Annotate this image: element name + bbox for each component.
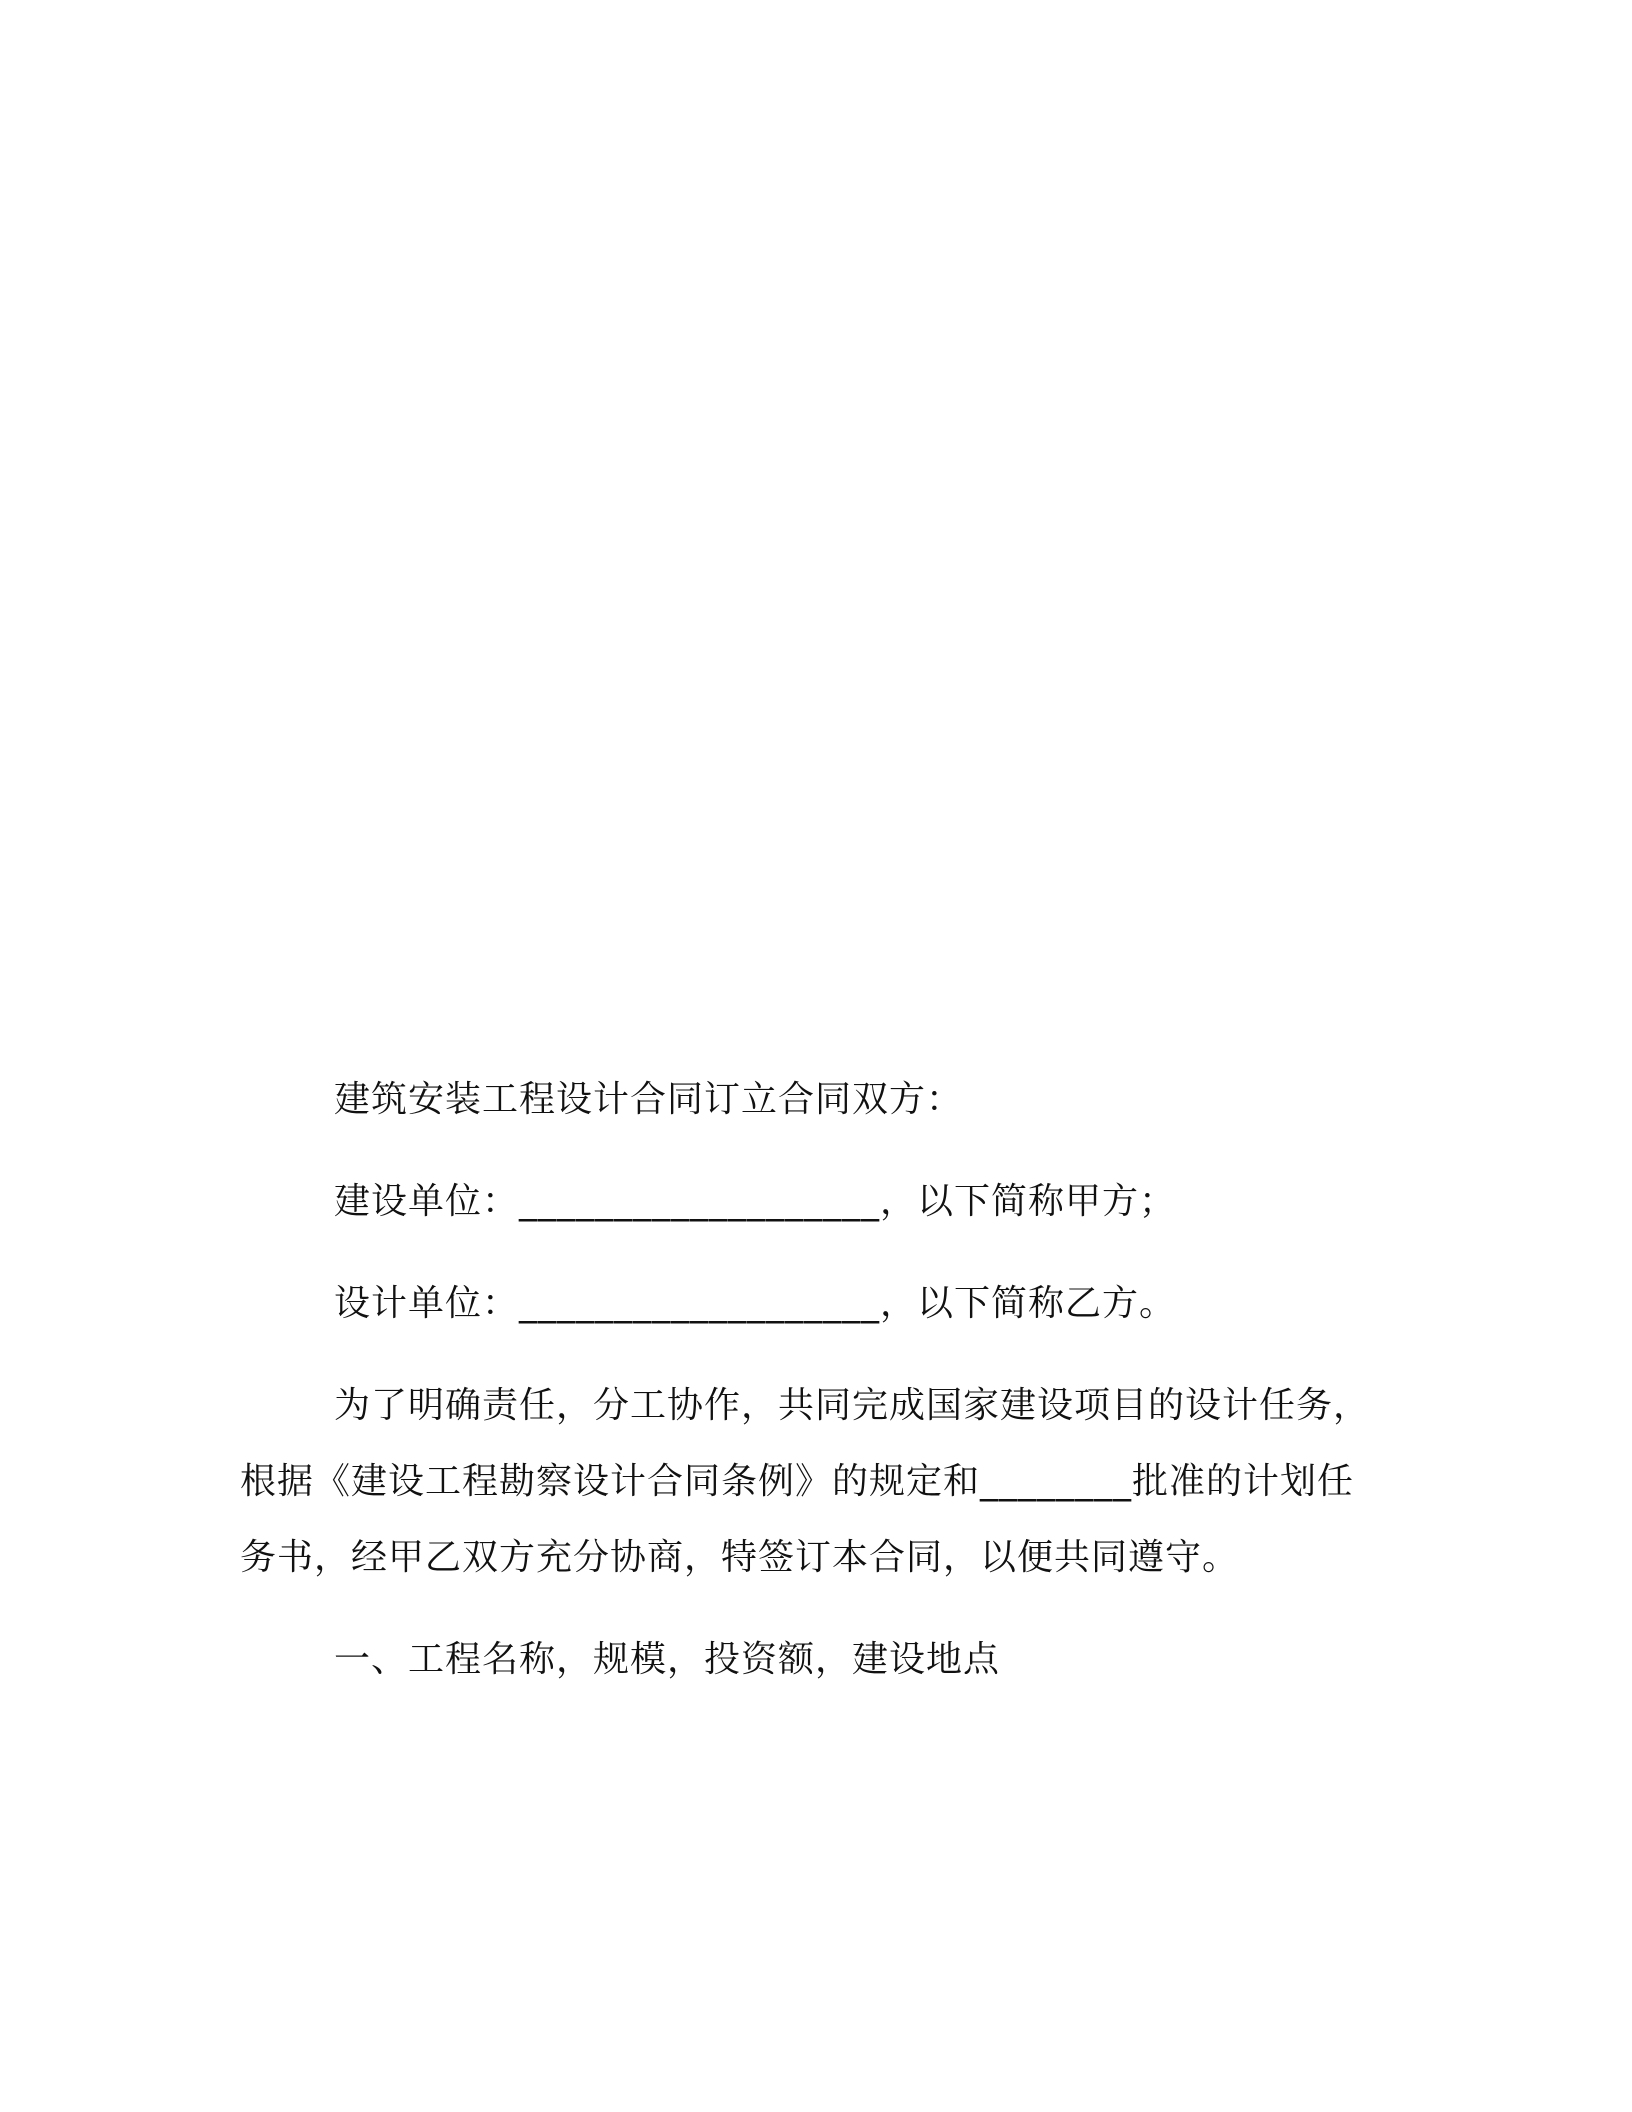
party-a-line: 建设单位：___________________，以下简称甲方； [334, 1181, 1177, 1222]
contract-heading-line: 建筑安装工程设计合同订立合同双方： [334, 1079, 964, 1120]
party-b-line: 设计单位：___________________，以下简称乙方。 [334, 1283, 1177, 1324]
purpose-paragraph-line-1: 为了明确责任，分工协作，共同完成国家建设项目的设计任务， [334, 1385, 1371, 1426]
purpose-paragraph-line-3: 务书，经甲乙双方充分协商，特签订本合同，以便共同遵守。 [240, 1537, 1240, 1578]
section-1-title: 一、工程名称，规模，投资额，建设地点 [334, 1639, 1001, 1680]
purpose-paragraph-line-2: 根据《建设工程勘察设计合同条例》的规定和________批准的计划任 [240, 1461, 1355, 1502]
